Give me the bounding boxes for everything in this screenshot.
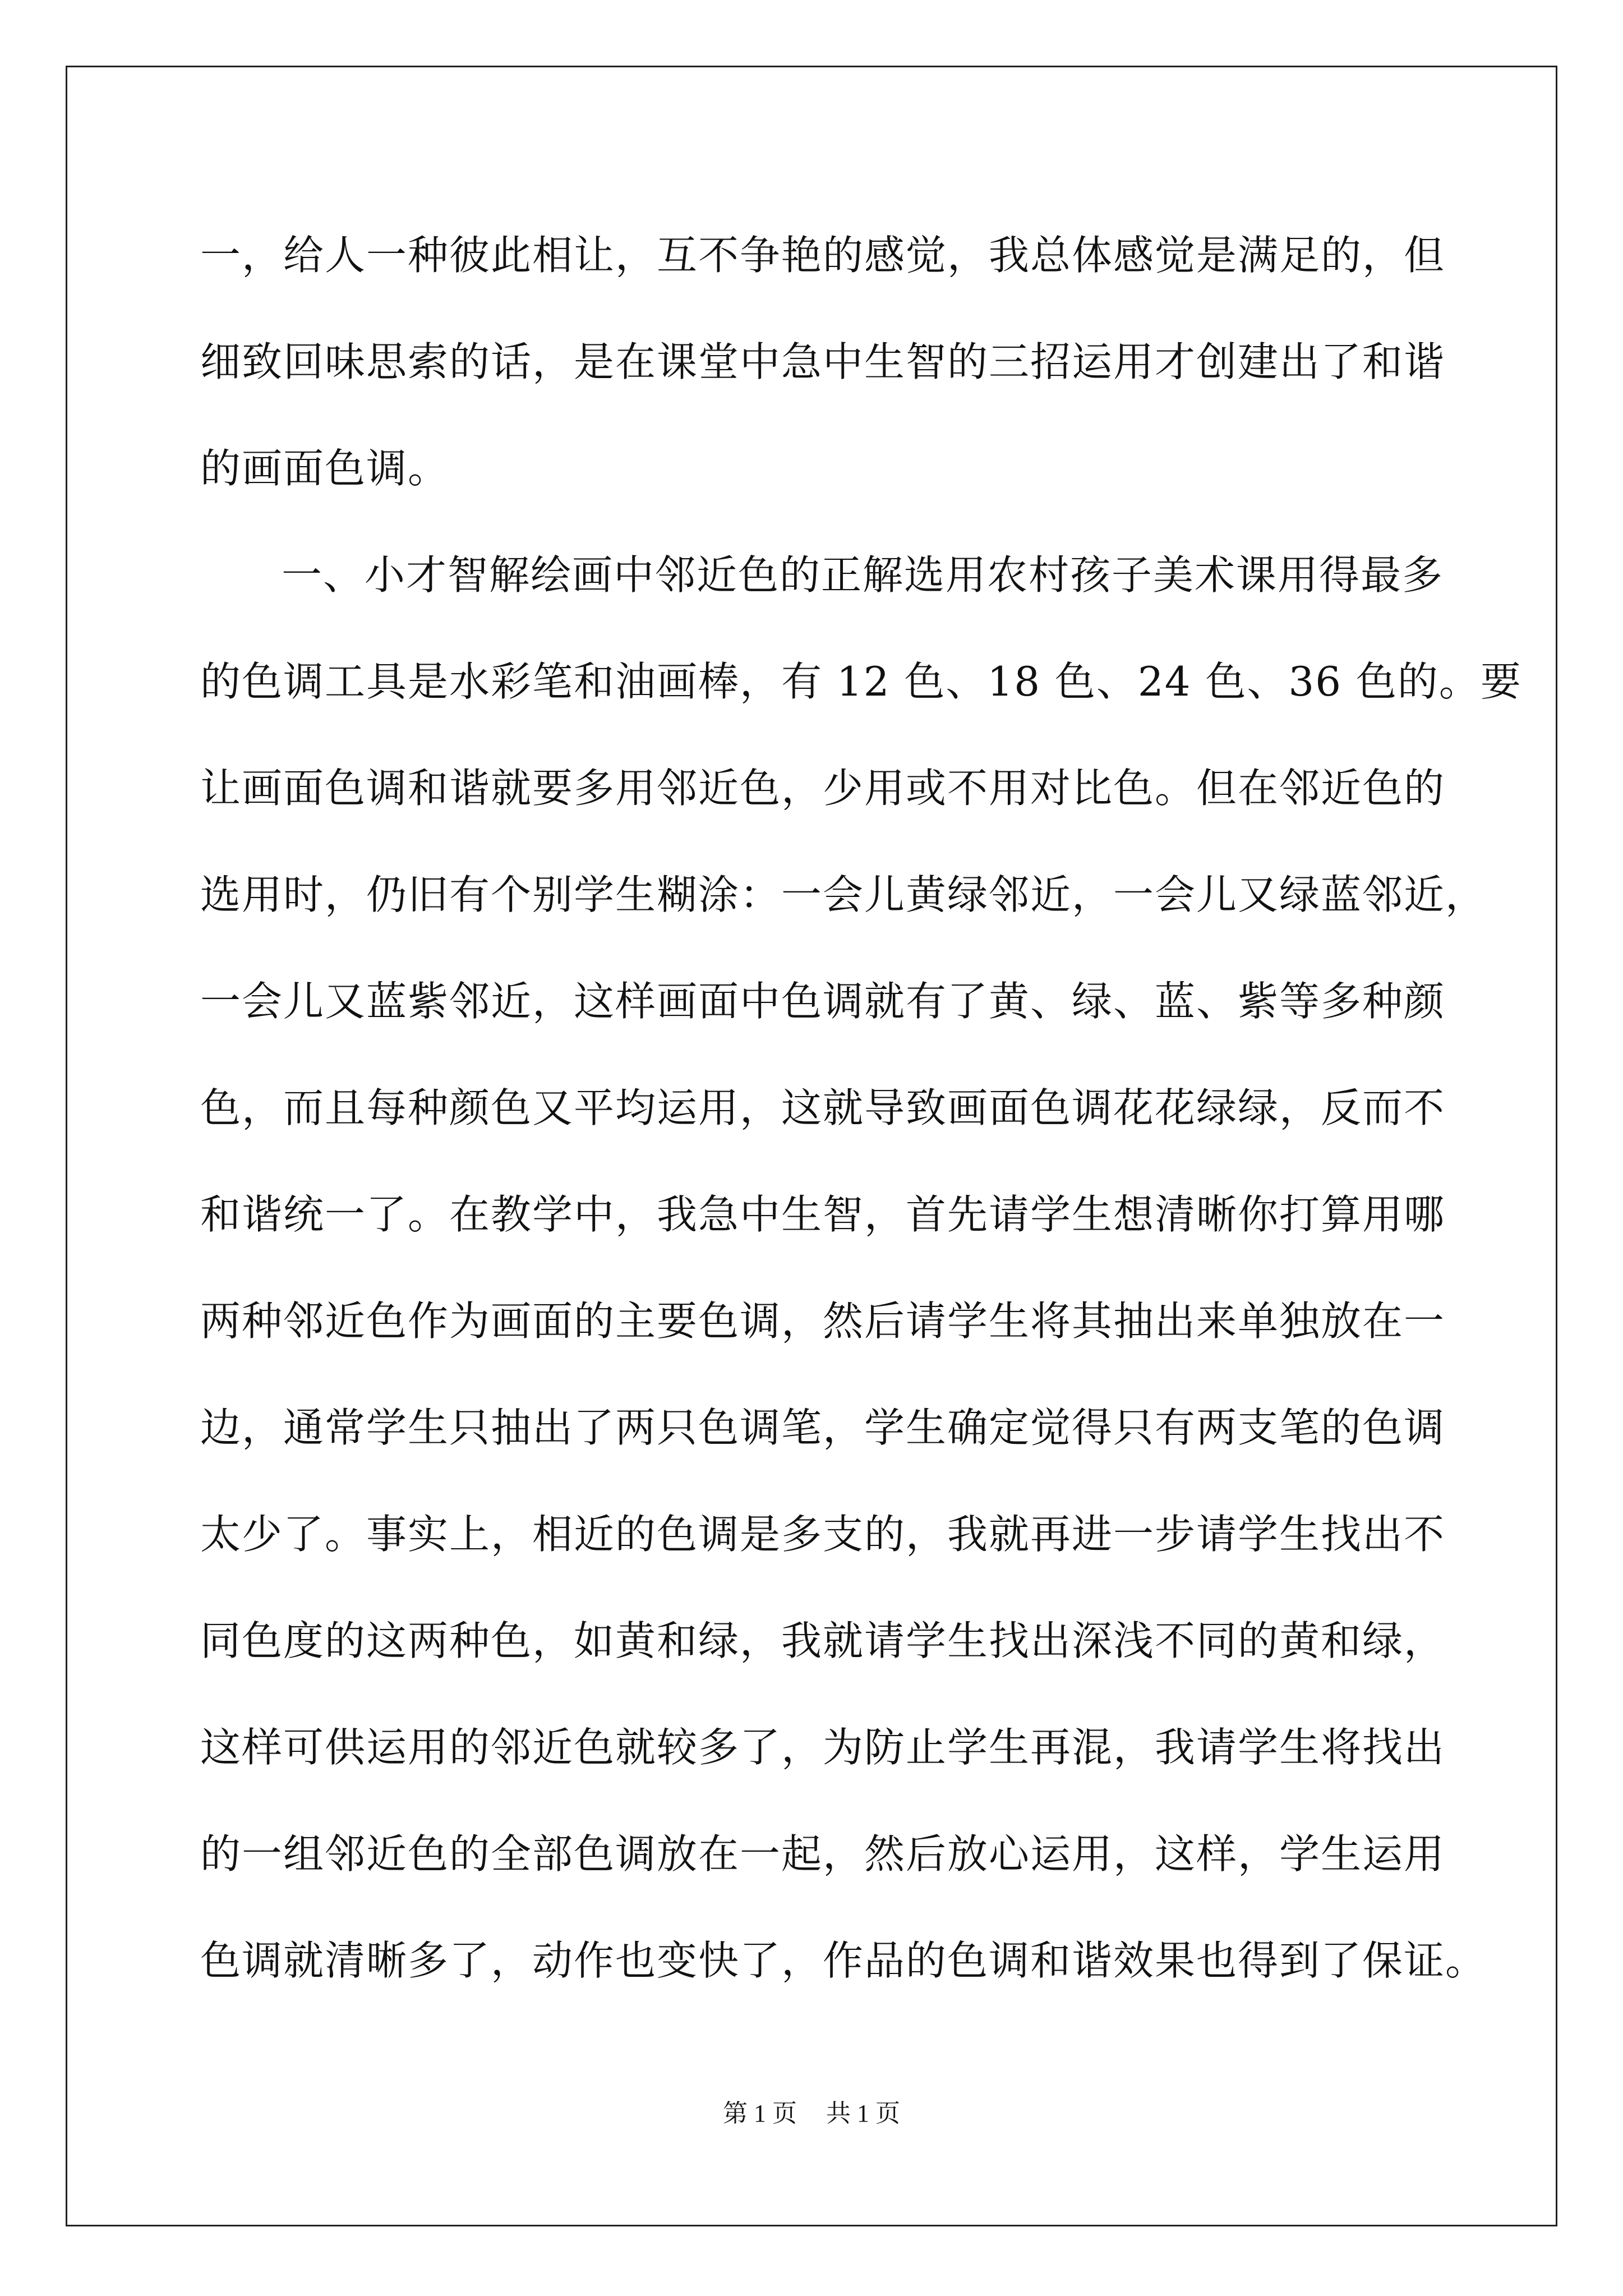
- text-line: 的画面色调。: [200, 445, 450, 492]
- paragraph-first-line: 一、小才智解绘画中邻近色的正解选用农村孩子美术课用得最多: [282, 551, 1444, 599]
- text-line: 和谐统一了。在教学中，我急中生智，首先请学生想清晰你打算用哪: [200, 1191, 1446, 1238]
- text-line: 两种邻近色作为画面的主要色调，然后请学生将其抽出来单独放在一: [200, 1297, 1446, 1345]
- text-line: 的色调工具是水彩笔和油画棒，有 12 色、18 色、24 色、36 色的。要: [200, 658, 1522, 705]
- text-line: 一，给人一种彼此相让，互不争艳的感觉，我总体感觉是满足的，但: [200, 232, 1446, 279]
- text-line: 同色度的这两种色，如黄和绿，我就请学生找出深浅不同的黄和绿，: [200, 1617, 1446, 1664]
- text-line: 选用时，仍旧有个别学生糊涂：一会儿黄绿邻近，一会儿又绿蓝邻近，: [200, 871, 1487, 918]
- text-line: 边，通常学生只抽出了两只色调笔，学生确定觉得只有两支笔的色调: [200, 1404, 1446, 1451]
- text-line: 的一组邻近色的全部色调放在一起，然后放心运用，这样，学生运用: [200, 1830, 1446, 1878]
- text-line: 细致回味思索的话，是在课堂中急中生智的三招运用才创建出了和谐: [200, 338, 1446, 385]
- text-line: 色调就清晰多了，动作也变快了，作品的色调和谐效果也得到了保证。: [200, 1937, 1487, 1984]
- text-line: 太少了。事实上，相近的色调是多支的，我就再进一步请学生找出不: [200, 1511, 1446, 1558]
- text-line: 一会儿又蓝紫邻近，这样画面中色调就有了黄、绿、蓝、紫等多种颜: [200, 978, 1446, 1025]
- page-total: 共 1 页: [826, 2100, 900, 2127]
- document-body: [200, 202, 1522, 2014]
- page-footer: [0, 2094, 1623, 2133]
- text-line: 色，而且每种颜色又平均运用，这就导致画面色调花花绿绿，反而不: [200, 1084, 1446, 1131]
- page-number: 第 1 页: [723, 2100, 797, 2127]
- text-line: 这样可供运用的邻近色就较多了，为防止学生再混，我请学生将找出: [200, 1724, 1446, 1771]
- text-line: 让画面色调和谐就要多用邻近色，少用或不用对比色。但在邻近色的: [200, 765, 1446, 812]
